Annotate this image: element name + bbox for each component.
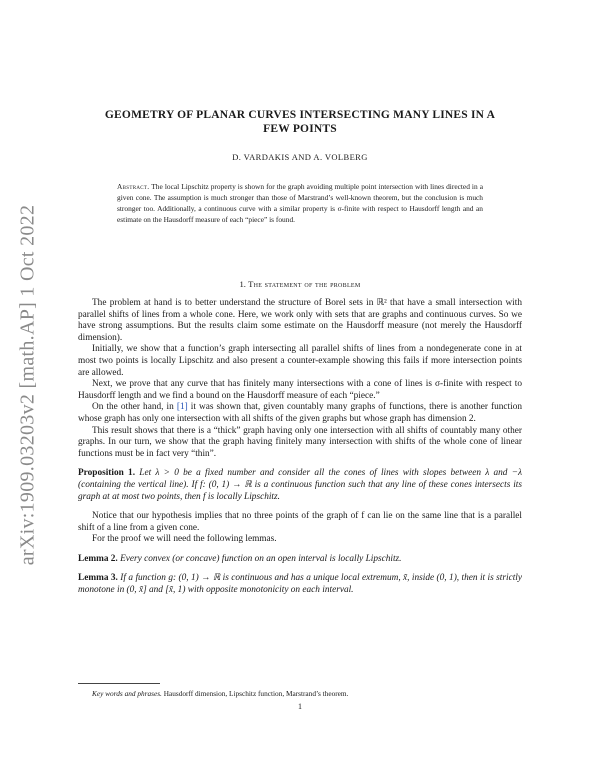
proposition-text: Let λ > 0 be a fixed number and consider all the cones of lines with slopes between λ and −λ (containing the vertical line). If f: (0, 1) → ℝ is a continuous function such that any line of these cones intersects its graph at at most two points, then f is locally Lipschitz. — [78, 468, 522, 502]
abstract-label: Abstract. — [117, 182, 150, 191]
paragraph-5: This result shows that there is a “thick” graph having only one intersection with all shifts of countably many other graphs. In our turn, we show that the graph having finitely many intersection with shifts of the whole cone of linear functions must be in fact very “thin”. — [78, 425, 522, 459]
body-text — [78, 298, 522, 597]
footnote-divider — [78, 683, 160, 684]
lemma-2-label: Lemma 2. — [78, 553, 118, 564]
section-heading — [78, 279, 522, 289]
section-title: The statement of the problem — [248, 279, 361, 289]
paragraph-3: Next, we prove that any curve that has finitely many intersections with a cone of lines is σ-finite with respect to Hausdorff length and we find a bound on the Hausdorff measure of each “piece.” — [78, 379, 522, 401]
paragraph-4-before: On the other hand, in — [92, 402, 177, 413]
paragraph-1: The problem at hand is to better understand the structure of Borel sets in ℝ² that have a small intersection with parallel shifts of lines from a whole cone. Here, we work only with sets that are graphs and continuous curves. So we have strong assumptions. But the results claim some estimate on the Hausdorff measure (not merely the Hausdorff dimension). — [78, 298, 522, 343]
authors: D. VARDAKIS AND A. VOLBERG — [232, 152, 368, 162]
paragraph-4 — [78, 402, 522, 425]
arxiv-sidebar — [8, 190, 48, 580]
title-line-2: FEW POINTS — [263, 123, 337, 135]
abstract-text: The local Lipschitz property is shown for the graph avoiding multiple point intersection with lines directed in a given cone. The assumption is much stronger than those of Marstrand’s well-known theorem, but the conclusion is much stronger too. Additionally, a continuous curve with a similar property is σ-finite with respect to Hausdorff length and an estimate on the Hausdorff measure of each “piece” is found. — [117, 182, 483, 224]
arxiv-identifier: arXiv:1909.03203v2 [math.AP] 1 Oct 2022 — [16, 204, 39, 566]
abstract — [117, 182, 483, 226]
lemma-3-label: Lemma 3. — [78, 573, 118, 584]
section-number: 1. — [239, 279, 246, 289]
paragraph-2: Initially, we show that a function’s graph intersecting all parallel shifts of lines from a nondegenerate cone in at most two points is locally Lipschitz and also present a counter-example showing this fails if more intersection points are allowed. — [78, 344, 522, 378]
proposition-1 — [78, 468, 522, 503]
lemma-3-text: If a function g: (0, 1) → ℝ is continuous and has a unique local extremum, x̃, inside (0, 1), then it is strictly monotone in (0, x̃] and [x̃, 1) with opposite monotonicity on each interval. — [78, 573, 522, 596]
footnote-label: Key words and phrases. — [92, 689, 162, 698]
footnote — [78, 689, 522, 698]
title-line-1: GEOMETRY OF PLANAR CURVES INTERSECTING MANY LINES IN A — [104, 109, 496, 121]
proposition-label: Proposition 1. — [78, 468, 136, 479]
citation-link[interactable]: [1] — [176, 402, 188, 413]
page-number: 1 — [298, 702, 302, 711]
paragraph-6: Notice that our hypothesis implies that no three points of the graph of f can lie on the same line that is a parallel shift of a line from a given cone. — [78, 511, 522, 533]
lemma-2 — [78, 554, 522, 566]
lemma-2-text: Every convex (or concave) function on an open interval is locally Lipschitz. — [120, 553, 402, 564]
footnote-text: Hausdorff dimension, Lipschitz function, Marstrand’s theorem. — [163, 689, 349, 698]
paper-title — [78, 108, 522, 136]
lemma-3 — [78, 573, 522, 596]
paragraph-7: For the proof we will need the following lemmas. — [92, 534, 277, 545]
paragraph-4-after: it was shown that, given countably many graphs of functions, there is another function whose graph has only one intersection with all shifts of the given graphs but whose graph has dimension 2. — [78, 402, 522, 424]
